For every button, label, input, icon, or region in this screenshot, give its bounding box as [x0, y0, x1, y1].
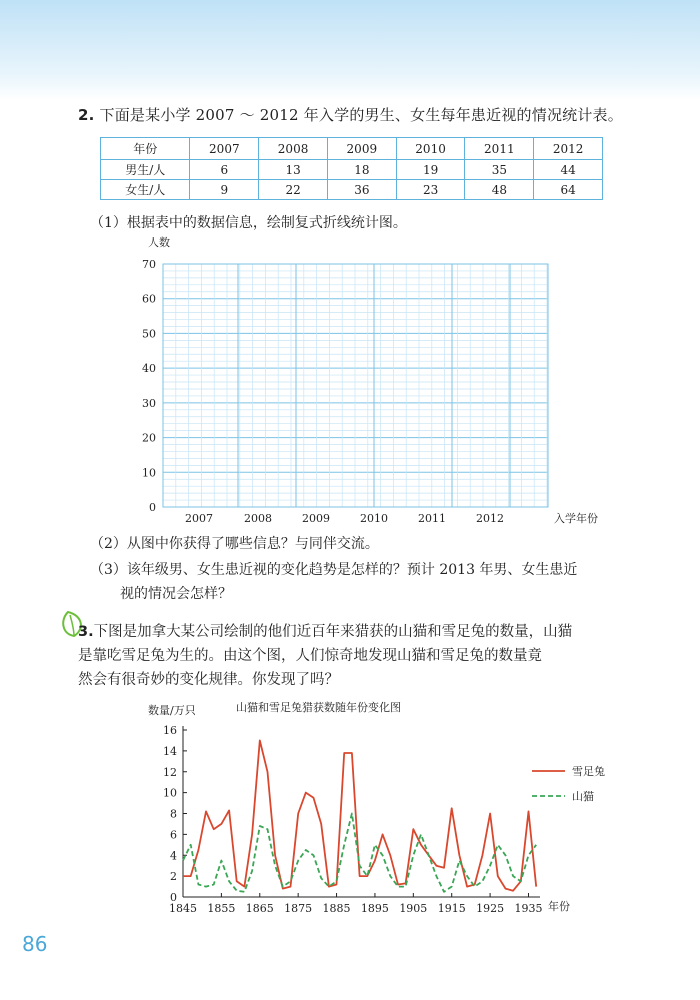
- y-tick-label: 2: [170, 870, 177, 884]
- table-cell: 64: [534, 180, 603, 200]
- x-tick-label: 1875: [284, 902, 313, 915]
- y-axis-label: 数量/万只: [148, 704, 196, 717]
- table-cell: 2010: [396, 138, 465, 160]
- x-tick-label: 1855: [207, 902, 236, 915]
- y-tick-label: 14: [163, 744, 177, 758]
- y-tick-label: 0: [149, 501, 156, 514]
- table-cell: 44: [534, 160, 603, 180]
- table-cell: 6: [190, 160, 259, 180]
- x-tick-label: 1915: [437, 902, 466, 915]
- y-tick-label: 8: [170, 807, 177, 821]
- y-tick-label: 0: [170, 891, 177, 904]
- y-tick-label: 20: [142, 431, 156, 445]
- table-cell: 36: [327, 180, 396, 200]
- table-cell: 2007: [190, 138, 259, 160]
- x-tick-label: 1845: [169, 902, 197, 915]
- page-number: 86: [22, 932, 48, 956]
- y-axis-label: 人数: [148, 236, 170, 249]
- y-tick-label: 16: [163, 724, 177, 737]
- x-tick-label: 1895: [360, 902, 389, 915]
- subquestion-3-line-1: （3）该年级男、女生患近视的变化趋势是怎样的？预计 2013 年男、女生患近: [90, 562, 578, 578]
- legend-label: 雪足兔: [572, 765, 605, 778]
- table-cell: 19: [396, 160, 465, 180]
- table-cell: 9: [190, 180, 259, 200]
- table-cell: 35: [465, 160, 534, 180]
- y-tick-label: 40: [142, 362, 156, 376]
- table-cell: 2008: [259, 138, 328, 160]
- x-tick-label: 1925: [476, 902, 505, 915]
- x-tick-label: 1885: [322, 902, 351, 915]
- y-tick-label: 70: [142, 258, 156, 271]
- table-cell: 2009: [327, 138, 396, 160]
- table-cell: 22: [259, 180, 328, 200]
- table-cell: 13: [259, 160, 328, 180]
- table-cell: 2011: [465, 138, 534, 160]
- table-cell: 18: [327, 160, 396, 180]
- subquestion-3-line-2: 视的情况会怎样？: [120, 586, 232, 602]
- y-tick-label: 60: [142, 292, 156, 306]
- question-3-number: 3.: [78, 624, 94, 640]
- y-tick-label: 50: [142, 327, 156, 341]
- x-axis-label: 年份: [548, 900, 570, 913]
- x-tick-label: 1865: [245, 902, 274, 915]
- table-cell: 女生/人: [101, 180, 190, 200]
- x-tick-label: 2012: [476, 512, 504, 525]
- x-axis-label: 入学年份: [554, 512, 598, 525]
- question-3-line-2: 是靠吃雪足兔为生的。由这个图，人们惊奇地发现山猫和雪足兔的数量竟: [78, 648, 542, 664]
- question-2-prompt: 下面是某小学 2007 ～ 2012 年入学的男生、女生每年患近视的情况统计表。: [99, 106, 623, 124]
- table-cell: 年份: [101, 138, 190, 160]
- y-tick-label: 12: [163, 765, 177, 779]
- table-cell: 2012: [534, 138, 603, 160]
- table-cell: 男生/人: [101, 160, 190, 180]
- x-tick-label: 1905: [399, 902, 428, 915]
- y-tick-label: 10: [163, 786, 177, 800]
- subquestion-2: （2）从图中你获得了哪些信息？与同伴交流。: [90, 536, 379, 552]
- x-tick-label: 2010: [360, 512, 388, 525]
- y-tick-label: 6: [170, 828, 177, 842]
- series-line-hare: [183, 740, 536, 890]
- table-cell: 48: [465, 180, 534, 200]
- question-3-line-1: 下图是加拿大某公司绘制的他们近百年来猎获的山猫和雪足兔的数量，山猫: [93, 624, 573, 640]
- y-tick-label: 30: [142, 396, 156, 410]
- question-2-number: 2.: [78, 106, 95, 124]
- y-tick-label: 4: [170, 849, 177, 863]
- x-tick-label: 2008: [244, 512, 272, 525]
- y-tick-label: 10: [142, 466, 156, 480]
- x-tick-label: 2007: [185, 512, 213, 525]
- question-3-line-3: 然会有很奇妙的变化规律。你发现了吗？: [78, 672, 339, 688]
- x-tick-label: 2009: [302, 512, 330, 525]
- subquestion-1: （1）根据表中的数据信息，绘制复式折线统计图。: [90, 215, 407, 231]
- chart-title: 山猫和雪足兔猎获数随年份变化图: [236, 701, 401, 714]
- legend-label: 山猫: [572, 790, 594, 803]
- x-tick-label: 2011: [418, 512, 446, 525]
- table-cell: 23: [396, 180, 465, 200]
- x-tick-label: 1935: [514, 902, 543, 915]
